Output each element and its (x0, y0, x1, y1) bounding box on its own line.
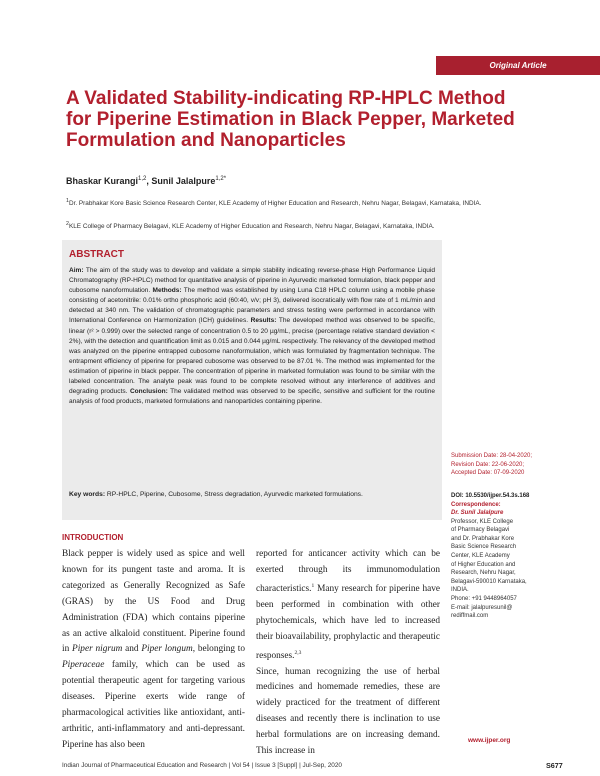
correspondence-line: Center, KLE Academy (451, 552, 510, 559)
correspondence-line: and Dr. Prabhakar Kore (451, 535, 515, 542)
abstract-label: Conclusion: (129, 388, 168, 396)
article-title: A Validated Stability-indicating RP-HPLC Method for Piperine Estimation in Black Pepper, Marketed Formulation and Nanoparticles (66, 88, 515, 151)
correspondence-line: of Higher Education and (451, 561, 516, 568)
abstract-results: The developed method was observed to be specific, linear (r² > 0.999) over the selected range of concentration 0.5 to 20 µg/mL, precise (percentage relative standard deviation < 2%), with the detection and quantification limit as 0.015 and 0.044 µg/mL respectively. The relevancy of the developed method was analyzed on the piperine entrapped cubosome nanoformulation, which was formulated by fragmentation technique. The entrapment efficiency of piperine for prepared cubosome was observed to be 87.01 %. The method was implemented for the estimation of piperine in black pepper. The concentration of piperine in marketed formulation was found to be similar with the labeled concentration. The analyte peak was found to be complete resolved without any interference of additives and degrading products. (69, 317, 435, 396)
keywords (69, 490, 435, 500)
author-separator: , (146, 176, 152, 186)
revision-date: Revision Date: 22-06-2020; (451, 461, 525, 468)
correspondence-details (451, 509, 571, 621)
abstract-conclusion: The validated method was observed to be specific, sensitive and sufficient for the routine analysis of food products, marketed formulations and nanoparticles containing piperine. (69, 388, 435, 406)
body-text: Many research for piperine have been performed in combination with other phytochemicals, which have led to increased their bioavailability, prophylactic and therapeutic responses. (256, 583, 440, 661)
correspondence-line: of Pharmacy Belagavi (451, 527, 510, 534)
affiliation (66, 197, 536, 209)
author-affiliation-marker: 1,2 (138, 176, 147, 182)
journal-url[interactable]: www.ijper.org (468, 737, 511, 744)
author-list (66, 176, 226, 186)
correspondence-line: Belagavi-590010 Karnataka, (451, 578, 527, 585)
author-name[interactable]: Sunil Jalalpure (151, 176, 216, 186)
abstract-aim: The aim of the study was to develop and validate a simple stability indicating reverse-phase High Performance Liquid Chromatography (RP-HPLC) method for quantitative analysis of piperine in Ayurvedic marketed formulation, black pepper and cubosome nanoformulation. (69, 267, 435, 295)
body-column-right (256, 547, 440, 760)
affiliation-number: 1 (66, 198, 69, 204)
article-type-badge: Original Article (436, 56, 600, 75)
abstract-body (69, 266, 435, 407)
keywords-label: Key words: (69, 491, 106, 498)
correspondence-line: Research, Nehru Nagar, (451, 570, 516, 577)
doi[interactable]: DOI: 10.5530/ijper.54.3s.168 (451, 493, 530, 499)
correspondence-name: Dr. Sunil Jalalpure (451, 510, 504, 516)
body-column-left (62, 547, 245, 754)
affiliation-number: 2 (66, 221, 69, 227)
author-name[interactable]: Bhaskar Kurangi (66, 176, 139, 186)
author-affiliation-marker: 1,2* (215, 176, 227, 182)
correspondence-heading: Correspondence: (451, 502, 501, 508)
body-text: , belonging to (192, 644, 246, 655)
correspondence-line: Basic Science Research (451, 544, 517, 551)
abstract-label: Methods: (152, 287, 182, 295)
family-name: Piperaceae (62, 660, 105, 671)
species-name: Piper nigrum (72, 644, 123, 655)
keywords-text: RP-HPLC, Piperine, Cubosome, Stress degradation, Ayurvedic marketed formulations. (105, 491, 363, 498)
correspondence-line: INDIA. (451, 587, 469, 594)
abstract-heading: ABSTRACT (69, 249, 124, 260)
citation[interactable]: 1 (311, 582, 315, 589)
abstract-methods: The method was established by using Luna C18 HPLC column using a mobile phase consisting of acetonitrile: 0.01% ortho phosphoric acid (60:40, v/v; pH 3), delivered isocratically with flow rate of 1 mL/min and detected at 340 nm. The validation of chromatographic parameters and stress testing were performed in accordance with International Conference on Harmonization (ICH) guidelines. (69, 287, 435, 325)
body-text: reported for anticancer activity which can be exerted through its immunomodulation characteristics. (256, 549, 440, 594)
page-number: S677 (546, 761, 563, 770)
submission-date: Submission Date: 28-04-2020; (451, 453, 533, 459)
journal-footer: Indian Journal of Pharmaceutical Education and Research | Vol 54 | Issue 3 [Suppl] | Jul-Sep, 2020 (62, 762, 342, 769)
species-name: Piper longum (141, 644, 193, 655)
section-heading: INTRODUCTION (62, 533, 124, 542)
article-dates (451, 452, 571, 478)
affiliation-text: KLE College of Pharmacy Belagavi, KLE Academy of Higher Education and Research, Nehru Nagar, Belagavi, Karnataka, INDIA. (68, 223, 435, 231)
correspondence-email[interactable]: E-mail: jalalpuresunil@ (451, 604, 513, 611)
correspondence-email[interactable]: rediffmail.com (451, 613, 489, 620)
body-text: Black pepper is widely used as spice and well known for its pungent taste and aroma. It is categorized as Generally Recognized as Safe (GRAS) by the US Food and Drug Administration (FDA) which contains piperine as an active alkaloid constituent. Piperine found in (62, 549, 245, 655)
body-text: and (122, 644, 142, 655)
accepted-date: Accepted Date: 07-09-2020 (451, 470, 525, 477)
abstract-label: Aim: (69, 267, 84, 274)
abstract-label: Results: (250, 317, 277, 325)
affiliation-text: Dr. Prabhakar Kore Basic Science Research Center, KLE Academy of Higher Education and Research, Nehru Nagar, Belagavi, Karnataka, INDIA. (68, 200, 482, 208)
correspondence-line: Professor, KLE College (451, 518, 514, 525)
citation[interactable]: 2,3 (294, 649, 302, 656)
correspondence-phone: Phone: +91 9448964057 (451, 595, 517, 602)
affiliation (66, 220, 536, 232)
body-text: Since, human recognizing the use of herbal medicines and homemade remedies, these are widely practiced for the treatment of different diseases and recently there is inclination to use herbal formulations are on increasing demand. This increase in (256, 666, 440, 757)
body-text: family, which can be used as potential therapeutic agent for targeting various diseases. Piperine exerts wide range of pharmacological activities like antioxidant, anti-arthritic, anti-inflammatory and anti-depressant. Piperine has also been (62, 660, 245, 750)
